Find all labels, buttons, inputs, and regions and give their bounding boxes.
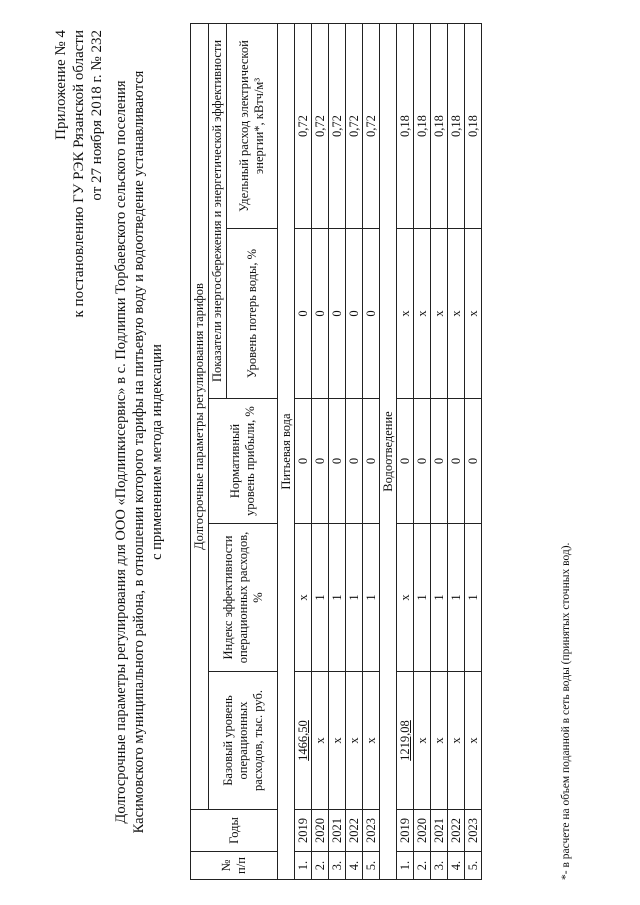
- header-years: Годы: [191, 810, 278, 852]
- title-line-3: с применением метода индексации: [149, 344, 165, 560]
- cell-year: 2021: [329, 810, 346, 852]
- header-num: № п/п: [191, 852, 278, 880]
- table-row: [397, 24, 414, 880]
- cell-year: 2022: [448, 810, 465, 852]
- appendix-resolution: к постановлению ГУ РЭК Рязанской области: [71, 30, 87, 318]
- cell-profit: 0: [465, 399, 482, 524]
- cell-losses: x: [414, 229, 431, 399]
- section-row: [278, 24, 295, 880]
- cell-losses: 0: [312, 229, 329, 399]
- section-row: [380, 24, 397, 880]
- table-row: [465, 24, 482, 880]
- title-line-1: Долгосрочные параметры регулирования для ООО «Подлипкисервис» в с. Подлипки Торбаевского сельского поселения: [113, 80, 129, 824]
- cell-num: 5.: [465, 852, 482, 880]
- footnote: *- в расчете на объем поданной в сеть воды (принятых сточных вод).: [560, 542, 572, 880]
- cell-losses: x: [397, 229, 414, 399]
- cell-year: 2021: [431, 810, 448, 852]
- cell-index: 1: [431, 524, 448, 672]
- cell-num: 3.: [329, 852, 346, 880]
- cell-num: 3.: [431, 852, 448, 880]
- cell-year: 2020: [414, 810, 431, 852]
- cell-num: 4.: [448, 852, 465, 880]
- cell-losses: 0: [329, 229, 346, 399]
- document-page: [40, 12, 600, 892]
- header-energy-group: Показатели энергосбережения и энергетической эффективности: [209, 24, 227, 399]
- cell-num: 1.: [397, 852, 414, 880]
- cell-index: 1: [448, 524, 465, 672]
- cell-profit: 0: [448, 399, 465, 524]
- cell-electricity: 0,18: [414, 24, 431, 229]
- header-efficiency-index: Индекс эффективности операционных расходов, %: [209, 524, 278, 672]
- title-line-2: Касимовского муниципального района, в отношении которого тарифы на питьевую воду и водоотведение устанавливаются: [131, 70, 147, 834]
- header-electricity: Удельный расход электрической энергии*, кВтч/м³: [227, 24, 278, 229]
- cell-electricity: 0,18: [397, 24, 414, 229]
- cell-index: 1: [363, 524, 380, 672]
- cell-electricity: 0,18: [448, 24, 465, 229]
- cell-base-cost: 1219,08: [397, 672, 414, 810]
- cell-index: 1: [465, 524, 482, 672]
- header-base-cost: Базовый уровень операционных расходов, тыс. руб.: [209, 672, 278, 810]
- table-row: [295, 24, 312, 880]
- cell-electricity: 0,72: [329, 24, 346, 229]
- cell-losses: x: [448, 229, 465, 399]
- table-row: [448, 24, 465, 880]
- cell-base-cost: x: [431, 672, 448, 810]
- cell-losses: x: [465, 229, 482, 399]
- cell-base-cost: x: [329, 672, 346, 810]
- table-row: [329, 24, 346, 880]
- cell-profit: 0: [329, 399, 346, 524]
- header-group: Долгосрочные параметры регулирования тарифов: [191, 24, 209, 810]
- cell-year: 2020: [312, 810, 329, 852]
- cell-profit: 0: [312, 399, 329, 524]
- cell-electricity: 0,72: [363, 24, 380, 229]
- cell-profit: 0: [295, 399, 312, 524]
- appendix-header: [52, 30, 106, 317]
- table-row: [363, 24, 380, 880]
- section-title: Водоотведение: [380, 24, 397, 880]
- cell-num: 4.: [346, 852, 363, 880]
- cell-electricity: 0,72: [295, 24, 312, 229]
- header-losses: Уровень потерь воды, %: [227, 229, 278, 399]
- cell-year: 2019: [295, 810, 312, 852]
- cell-base-cost: x: [346, 672, 363, 810]
- cell-num: 2.: [414, 852, 431, 880]
- cell-electricity: 0,18: [431, 24, 448, 229]
- cell-year: 2022: [346, 810, 363, 852]
- cell-profit: 0: [346, 399, 363, 524]
- cell-profit: 0: [397, 399, 414, 524]
- cell-num: 2.: [312, 852, 329, 880]
- cell-index: 1: [312, 524, 329, 672]
- cell-electricity: 0,18: [465, 24, 482, 229]
- table-row: [346, 24, 363, 880]
- cell-base-cost: x: [448, 672, 465, 810]
- document-title: [112, 22, 166, 882]
- cell-index: x: [295, 524, 312, 672]
- cell-base-cost: x: [363, 672, 380, 810]
- cell-losses: 0: [363, 229, 380, 399]
- cell-year: 2023: [465, 810, 482, 852]
- cell-losses: x: [431, 229, 448, 399]
- cell-electricity: 0,72: [346, 24, 363, 229]
- cell-base-cost: x: [312, 672, 329, 810]
- cell-num: 5.: [363, 852, 380, 880]
- cell-num: 1.: [295, 852, 312, 880]
- cell-index: x: [397, 524, 414, 672]
- cell-losses: 0: [346, 229, 363, 399]
- cell-year: 2019: [397, 810, 414, 852]
- section-title: Питьевая вода: [278, 24, 295, 880]
- header-profit: Нормативный уровень прибыли, %: [209, 399, 278, 524]
- parameters-table: [190, 23, 482, 880]
- table-row: [414, 24, 431, 880]
- cell-index: 1: [414, 524, 431, 672]
- cell-index: 1: [329, 524, 346, 672]
- cell-year: 2023: [363, 810, 380, 852]
- cell-profit: 0: [431, 399, 448, 524]
- cell-profit: 0: [414, 399, 431, 524]
- cell-base-cost: x: [465, 672, 482, 810]
- cell-base-cost: x: [414, 672, 431, 810]
- cell-electricity: 0,72: [312, 24, 329, 229]
- appendix-number: Приложение № 4: [53, 30, 69, 140]
- cell-index: 1: [346, 524, 363, 672]
- appendix-date: от 27 ноября 2018 г. № 232: [89, 30, 105, 201]
- table-row: [431, 24, 448, 880]
- cell-profit: 0: [363, 399, 380, 524]
- table-row: [312, 24, 329, 880]
- cell-losses: 0: [295, 229, 312, 399]
- cell-base-cost: 1466,50: [295, 672, 312, 810]
